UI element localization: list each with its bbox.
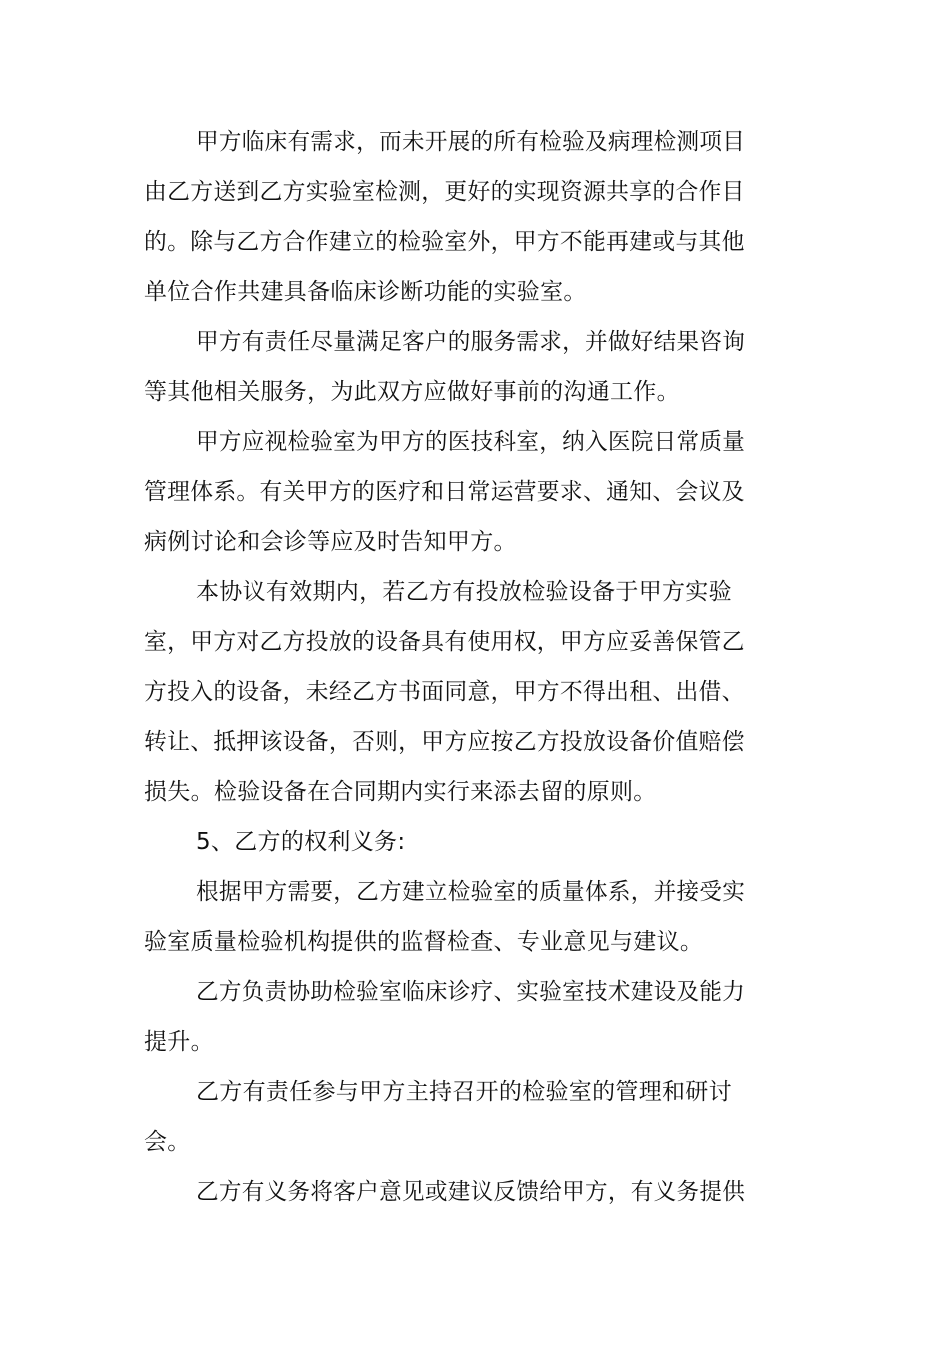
text-line: 乙方有责任参与甲方主持召开的检验室的管理和研讨 [196, 1079, 732, 1105]
text-line: 会。 [144, 1129, 191, 1155]
text-line: 等其他相关服务，为此双方应做好事前的沟通工作。 [144, 379, 680, 405]
text-line: 甲方有责任尽量满足客户的服务需求，并做好结果咨询 [196, 329, 746, 355]
text-line: 甲方临床有需求，而未开展的所有检验及病理检测项目 [196, 129, 746, 155]
text-line: 甲方应视检验室为甲方的医技科室，纳入医院日常质量 [196, 429, 746, 455]
text-line: 损失。检验设备在合同期内实行来添去留的原则。 [144, 779, 657, 805]
text-line: 根据甲方需要，乙方建立检验室的质量体系，并接受实 [196, 879, 746, 905]
text-line: 提升。 [144, 1029, 214, 1055]
text-line: 管理体系。有关甲方的医疗和日常运营要求、通知、会议及 [144, 479, 745, 505]
text-line: 病例讨论和会诊等应及时告知甲方。 [144, 529, 517, 555]
section-heading: 5、乙方的权利义务: [196, 829, 406, 855]
text-line: 乙方负责协助检验室临床诊疗、实验室技术建设及能力 [196, 979, 746, 1005]
text-line: 的。除与乙方合作建立的检验室外，甲方不能再建或与其他 [144, 229, 745, 255]
text-line: 转让、抵押该设备，否则，甲方应按乙方投放设备价值赔偿 [144, 729, 745, 755]
text-line: 由乙方送到乙方实验室检测，更好的实现资源共享的合作目 [144, 179, 745, 205]
text-line: 单位合作共建具备临床诊断功能的实验室。 [144, 279, 587, 305]
text-line: 乙方有义务将客户意见或建议反馈给甲方，有义务提供 [196, 1179, 746, 1205]
text-line: 本协议有效期内，若乙方有投放检验设备于甲方实验 [196, 579, 732, 605]
text-line: 验室质量检验机构提供的监督检查、专业意见与建议。 [144, 929, 704, 955]
text-line: 方投入的设备，未经乙方书面同意，甲方不得出租、出借、 [144, 679, 745, 705]
text-line: 室，甲方对乙方投放的设备具有使用权，甲方应妥善保管乙 [144, 629, 745, 655]
